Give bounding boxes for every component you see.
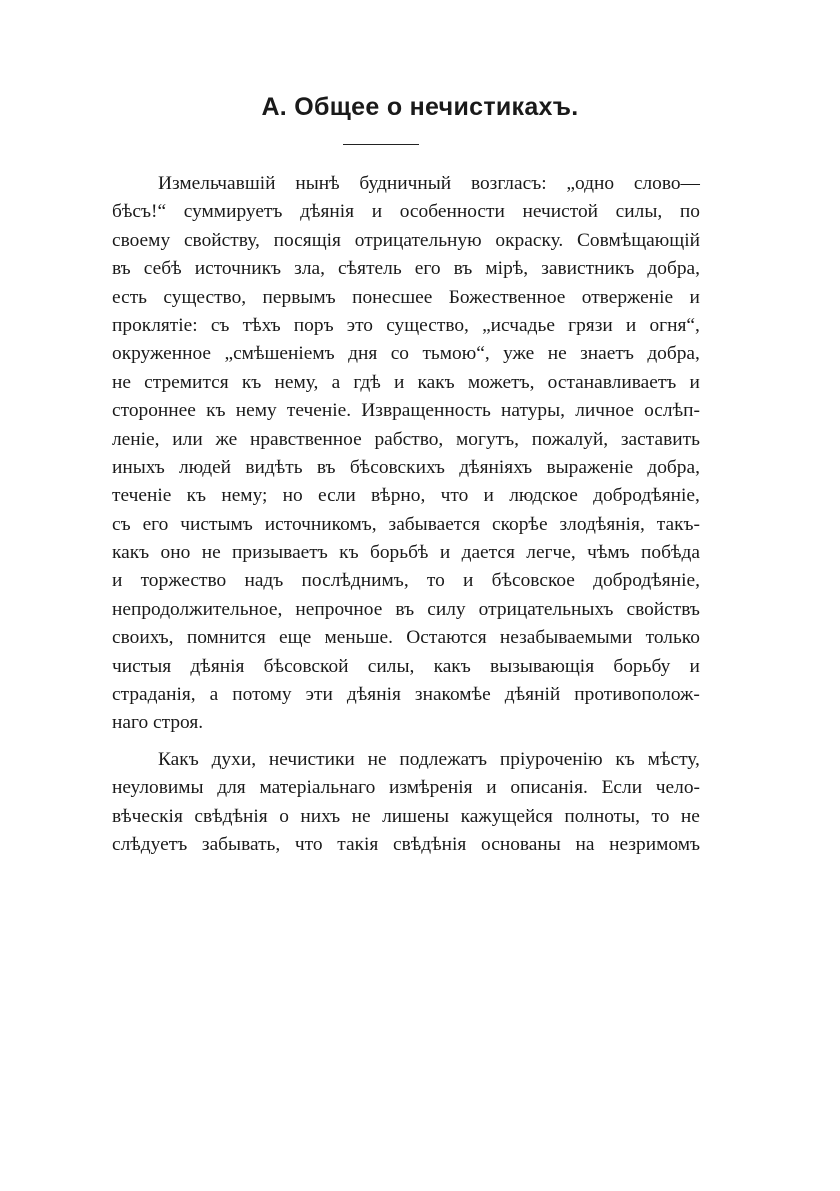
text-line: какъ оно не призываетъ къ борьбѣ и дается легче, чѣмъ побѣда (112, 542, 700, 564)
text-line: Измельчавшій нынѣ будничный возгласъ: „одно слово— (158, 173, 700, 194)
text-line: страданія, а потому эти дѣянія знакомѣе дѣяній противополож- (112, 684, 700, 706)
text-line: неуловимы для матеріальнаго измѣренія и описанія. Если чело- (112, 777, 700, 799)
text-line: съ его чистымъ источникомъ, забывается скорѣе злодѣянія, такъ- (112, 513, 700, 535)
text-line: вѣческія свѣдѣнія о нихъ не лишены кажущейся полноты, то не (112, 805, 700, 827)
text-line: слѣдуетъ забывать, что такія свѣдѣнія основаны на незримомъ (112, 833, 700, 855)
heading-divider (343, 144, 419, 145)
text-line: теченіе къ нему; но если вѣрно, что и людское добродѣяніе, (112, 485, 700, 507)
text-line: есть существо, первымъ понесшее Божественное отверженіе и (112, 286, 700, 308)
text-line: бѣсъ!“ суммируетъ дѣянія и особенности нечистой силы, по (112, 201, 700, 223)
text-line: наго строя. (112, 712, 204, 734)
paragraph-1 (112, 170, 700, 738)
text-line: Какъ духи, нечистики не подлежатъ пріуроченію къ мѣсту, (158, 748, 700, 770)
text-line: окруженное „смѣшеніемъ дня со тьмою“, уже не знаетъ добра, (112, 343, 700, 365)
text-line: иныхъ людей видѣть въ бѣсовскихъ дѣяніяхъ выраженіе добра, (112, 456, 700, 478)
section-heading: А. Общее о нечистикахъ. (261, 93, 579, 121)
body-text (112, 170, 700, 859)
text-line: и торжество надъ послѣднимъ, то и бѣсовское добродѣяніе, (112, 570, 700, 592)
paragraph-2 (112, 746, 700, 860)
text-line: не стремится къ нему, а гдѣ и какъ можетъ, останавливаетъ и (112, 371, 700, 393)
paragraph-gap (112, 738, 700, 746)
text-line: своему свойству, посящія отрицательную окраску. Совмѣщающій (112, 229, 700, 251)
text-line: своихъ, помнится еще меньше. Остаются незабываемыми только (112, 627, 700, 649)
text-line: непродолжительное, непрочное въ силу отрицательныхъ свойствъ (112, 598, 700, 620)
text-line: стороннее къ нему теченіе. Извращенность натуры, личное ослѣп- (112, 400, 700, 422)
text-line: проклятіе: съ тѣхъ поръ это существо, „исчадье грязи и огня“, (112, 314, 700, 336)
text-line: леніе, или же нравственное рабство, могутъ, пожалуй, заставить (112, 428, 700, 450)
text-line: въ себѣ источникъ зла, сѣятель его въ мірѣ, завистникъ добра, (112, 258, 700, 280)
text-line: чистыя дѣянія бѣсовской силы, какъ вызывающія борьбу и (112, 655, 700, 677)
